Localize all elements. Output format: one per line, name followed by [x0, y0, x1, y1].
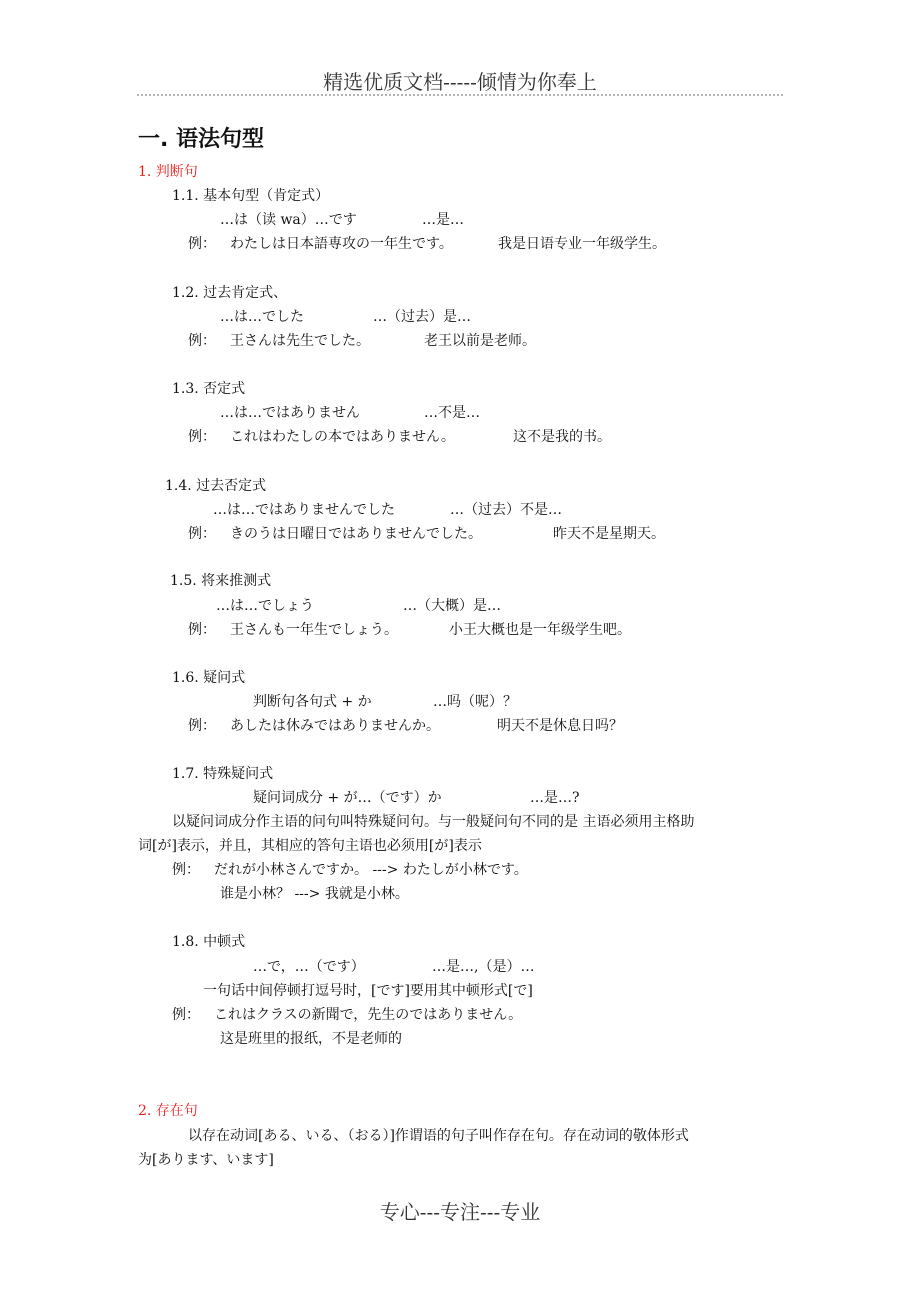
example-label: 例：	[188, 718, 216, 734]
example-jp: わたしは日本語専攻の一年生です。	[230, 236, 453, 252]
paragraph: 以存在动词[ある、いる、（おる）]作谓语的句子叫作存在句。存在动词的敬体形式	[188, 1128, 689, 1144]
example-label: 例：	[172, 1007, 200, 1023]
paragraph: 为[あります、います]	[138, 1152, 274, 1168]
example-jp: 王さんは先生でした。	[230, 333, 370, 349]
example-label: 例：	[188, 236, 216, 252]
page-header: 精选优质文档-----倾情为你奉上	[323, 70, 597, 94]
subheading-1-5: 1.5. 将来推测式	[170, 573, 272, 589]
page-footer: 专心---专注---专业	[379, 1200, 541, 1224]
paragraph: 一句话中间停顿打逗号时，[です]要用其中顿形式[で]	[203, 983, 533, 999]
example-jp: これはわたしの本ではありません。	[230, 429, 455, 445]
pattern-zh: …（大概）是…	[403, 598, 501, 614]
subheading-1-7: 1.7. 特殊疑问式	[172, 766, 274, 782]
pattern-zh: …是…?	[530, 790, 580, 806]
section-title: 一. 语法句型	[138, 127, 265, 152]
pattern-zh: …（过去）是…	[373, 309, 471, 325]
example-zh: 我是日语专业一年级学生。	[498, 236, 666, 252]
example-zh: 谁是小林？ ---> 我就是小林。	[220, 886, 409, 902]
subheading-1-1: 1.1. 基本句型（肯定式）	[172, 188, 330, 204]
subheading-1-8: 1.8. 中顿式	[172, 934, 246, 950]
pattern: …は…でしょう	[216, 598, 314, 614]
heading-1: 1. 判断句	[138, 164, 198, 180]
paragraph: 词[が]表示，并且，其相应的答句主语也必须用[が]表示	[138, 838, 482, 854]
subheading-1-4: 1.4. 过去否定式	[165, 478, 267, 494]
paragraph: 以疑问词成分作主语的问句叫特殊疑问句。与一般疑问句不同的是 主语必须用主格助	[172, 814, 695, 830]
pattern: …は（读 wa）…です	[220, 212, 357, 228]
heading-2: 2. 存在句	[138, 1103, 198, 1119]
pattern: …で，…（です）	[253, 959, 365, 975]
example-zh: 昨天不是星期天。	[553, 526, 665, 542]
example-jp: きのうは日曜日ではありませんでした。	[230, 526, 482, 542]
pattern-zh: …是…,（是）…	[432, 959, 535, 975]
pattern-zh: …不是…	[424, 405, 480, 421]
pattern-zh: …是…	[422, 212, 464, 228]
subheading-1-3: 1.3. 否定式	[172, 381, 246, 397]
example-label: 例：	[188, 622, 216, 638]
example-zh: 明天不是休息日吗？	[497, 718, 623, 734]
pattern: 疑问词成分 + が…（です）か	[253, 790, 442, 806]
example-label: 例：	[188, 526, 216, 542]
example-jp: これはクラスの新聞で，先生のではありません。	[214, 1007, 523, 1023]
pattern: …は…ではありません	[220, 405, 360, 421]
pattern-zh: …吗（呢）？	[433, 694, 517, 710]
subheading-1-2: 1.2. 过去肯定式、	[172, 285, 288, 301]
pattern: 判断句各句式 + か	[253, 694, 372, 710]
example-label: 例：	[188, 429, 216, 445]
example-zh: 小王大概也是一年级学生吧。	[449, 622, 631, 638]
example-zh: 老王以前是老师。	[424, 333, 536, 349]
header-rule	[137, 94, 783, 96]
example-zh: 这是班里的报纸，不是老师的	[220, 1031, 402, 1047]
example-zh: 这不是我的书。	[513, 429, 611, 445]
example-label: 例：	[188, 333, 216, 349]
pattern-zh: …（过去）不是…	[450, 502, 562, 518]
example-jp: あしたは休みではありませんか。	[230, 718, 440, 734]
example-label: 例：	[172, 862, 200, 878]
pattern: …は…でした	[220, 309, 304, 325]
example-jp: 王さんも一年生でしょう。	[230, 622, 398, 638]
pattern: …は…ではありませんでした	[213, 502, 395, 518]
example-jp: だれが小林さんですか。 ---> わたしが小林です。	[214, 862, 528, 878]
subheading-1-6: 1.6. 疑问式	[172, 670, 246, 686]
